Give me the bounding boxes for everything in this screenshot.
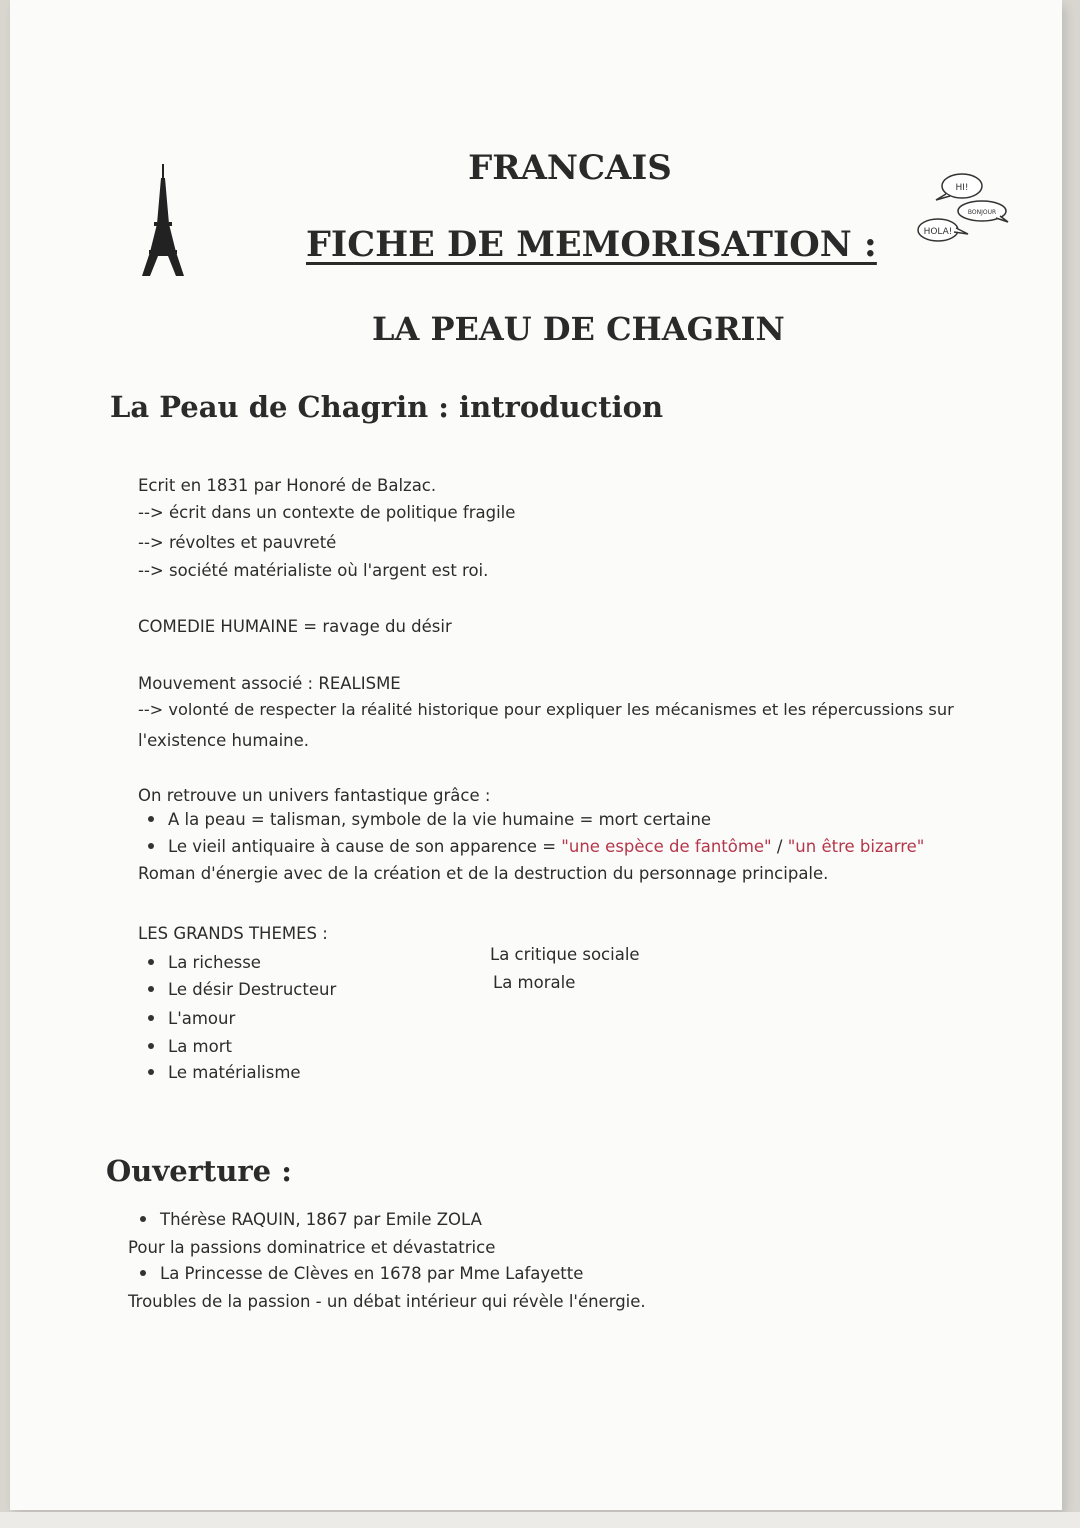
- ouverture-heading: Ouverture :: [106, 1154, 292, 1188]
- theme-item: [148, 1009, 235, 1028]
- ouverture-item-text: Thérèse RAQUIN, 1867 par Emile ZOLA: [160, 1210, 482, 1229]
- ouverture-item: [140, 1210, 482, 1229]
- greeting-bonjour: BONJOUR: [967, 209, 997, 216]
- ouverture-item: [140, 1264, 583, 1283]
- bullet-icon: [140, 1270, 146, 1276]
- theme-right-item: La critique sociale: [490, 945, 640, 964]
- comedie-humaine-line: COMEDIE HUMAINE = ravage du désir: [138, 617, 452, 636]
- book-title: LA PEAU DE CHAGRIN: [372, 310, 785, 348]
- energie-line: Roman d'énergie avec de la création et de la destruction du personnage principale.: [138, 864, 829, 883]
- bullet-icon: [148, 1069, 154, 1075]
- theme-item: [148, 980, 336, 999]
- bullet-icon: [148, 1015, 154, 1021]
- bullet-icon: [148, 1043, 154, 1049]
- mouvement-line: Mouvement associé : REALISME: [138, 674, 401, 693]
- greeting-hi: HI!: [955, 183, 969, 193]
- page-edge: [0, 1512, 1080, 1528]
- bullet-icon: [148, 986, 154, 992]
- themes-heading: LES GRANDS THEMES :: [138, 924, 328, 943]
- fantastique-text: Le vieil antiquaire à cause de son apparence =: [168, 837, 562, 856]
- quote-fantome: "une espèce de fantôme": [561, 837, 772, 856]
- intro-line: --> société matérialiste où l'argent est roi.: [138, 561, 489, 580]
- intro-heading: La Peau de Chagrin : introduction: [110, 390, 664, 424]
- intro-line: --> révoltes et pauvreté: [138, 533, 337, 552]
- greeting-hola: HOLA!: [923, 227, 953, 237]
- theme-right-item: La morale: [493, 973, 576, 992]
- theme-label: L'amour: [168, 1009, 236, 1028]
- ouverture-note: Troubles de la passion - un débat intérieur qui révèle l'énergie.: [128, 1292, 646, 1311]
- bullet-icon: [148, 816, 154, 822]
- ouverture-note: Pour la passions dominatrice et dévastatrice: [128, 1238, 496, 1257]
- intro-line: --> écrit dans un contexte de politique fragile: [138, 503, 516, 522]
- fantastique-text: A la peau = talisman, symbole de la vie humaine = mort certaine: [168, 810, 712, 829]
- intro-line: Ecrit en 1831 par Honoré de Balzac.: [138, 476, 437, 495]
- volonte-line-cont: l'existence humaine.: [138, 731, 310, 750]
- bullet-icon: [140, 1216, 146, 1222]
- theme-item: [148, 1037, 232, 1056]
- theme-item: [148, 953, 261, 972]
- page-title: FRANCAIS: [468, 148, 672, 188]
- fantastique-intro: On retrouve un univers fantastique grâce :: [138, 786, 491, 805]
- fantastique-item: [148, 837, 924, 856]
- bullet-icon: [148, 843, 154, 849]
- ouverture-item-text: La Princesse de Clèves en 1678 par Mme Lafayette: [160, 1264, 584, 1283]
- fantastique-item: [148, 810, 711, 829]
- quote-bizarre: "un être bizarre": [787, 837, 925, 856]
- theme-label: Le matérialisme: [168, 1063, 301, 1082]
- theme-label: La richesse: [168, 953, 261, 972]
- volonte-line: --> volonté de respecter la réalité historique pour expliquer les mécanismes et les répercussions sur: [138, 700, 954, 719]
- theme-label: La mort: [168, 1037, 232, 1056]
- quote-separator: /: [771, 837, 788, 856]
- bullet-icon: [148, 959, 154, 965]
- theme-item: [148, 1063, 301, 1082]
- theme-label: Le désir Destructeur: [168, 980, 337, 999]
- page-subtitle: FICHE DE MEMORISATION :: [306, 224, 877, 265]
